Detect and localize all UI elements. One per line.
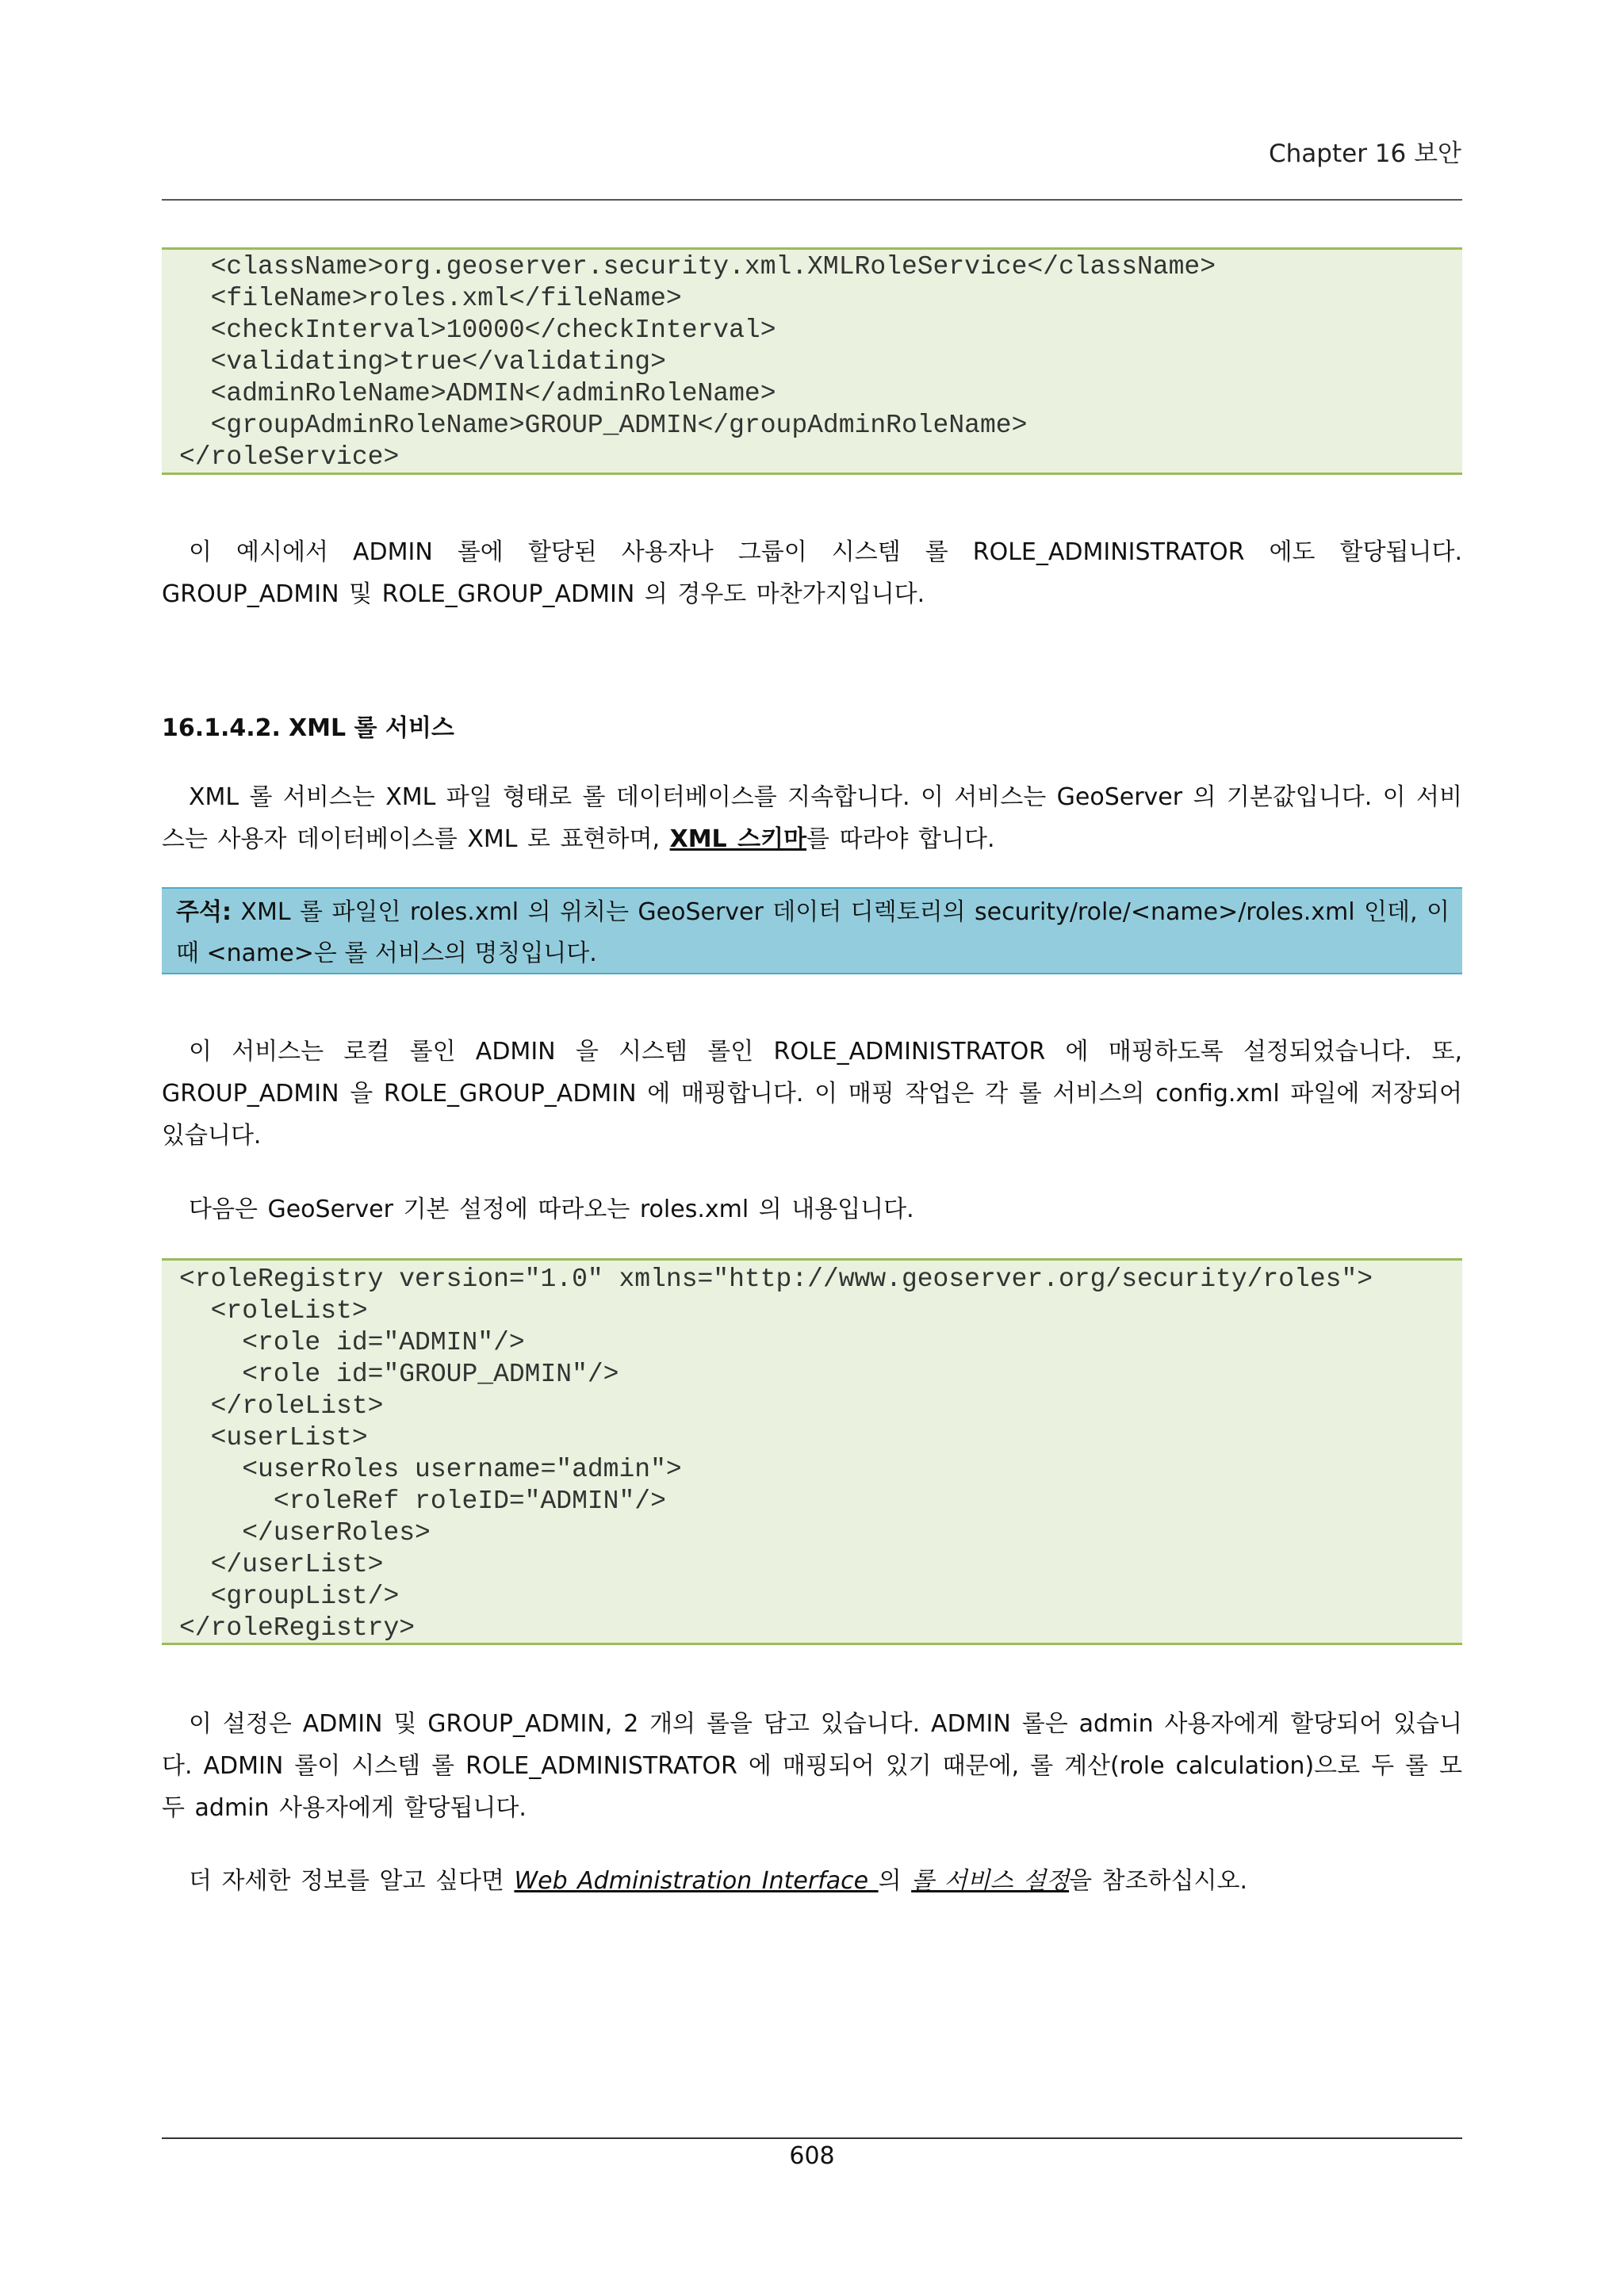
section-title: XML 롤 서비스 [289, 714, 454, 742]
paragraph-text-end: 을 참조하십시오. [1069, 1867, 1248, 1895]
note-text: XML 롤 파일인 roles.xml 의 위치는 GeoServer 데이터 디렉토리의 security/role/<name>/roles.xml 인데, 이때 <name>은 롤 서비스의 명칭입니다. [176, 898, 1450, 967]
paragraph-local-role-mapping [162, 1031, 1462, 1157]
running-header: Chapter 16 보안 [1269, 140, 1461, 168]
code-block-role-service [162, 247, 1462, 475]
paragraph-xml-role-service-intro [162, 776, 1462, 860]
note-box [162, 887, 1462, 974]
code-text: <className>org.geoserver.security.xml.XMLRoleService</className> <fileName>roles.xml</fileName> <checkInterval>10000</checkInterval> <validating>true</validating> <adminRoleName>ADMIN</adminRoleName> <groupAdminRoleName>GROUP_ADMIN</groupAdminRoleName> </roleService> [179, 252, 1216, 472]
paragraph-text-end: 를 따라야 합니다. [806, 825, 995, 853]
paragraph-more-info [162, 1860, 1462, 1902]
paragraph-text: 이 예시에서 ADMIN 롤에 할당된 사용자나 그룹이 시스템 롤 ROLE_ADMINISTRATOR 에도 할당됩니다. GROUP_ADMIN 및 ROLE_GROUP_ADMIN 의 경우도 마찬가지입니다. [162, 538, 1462, 608]
paragraph-text: 더 자세한 정보를 알고 싶다면 [189, 1867, 515, 1895]
header-rule [162, 199, 1462, 201]
section-heading [162, 708, 454, 743]
note-label: 주석: [176, 898, 232, 926]
paragraph-text: 이 서비스는 로컬 롤인 ADMIN 을 시스템 롤인 ROLE_ADMINISTRATOR 에 매핑하도록 설정되었습니다. 또, GROUP_ADMIN 을 ROLE_GROUP_ADMIN 에 매핑합니다. 이 매핑 작업은 각 롤 서비스의 config.xml 파일에 저장되어 있습니다. [162, 1038, 1462, 1150]
web-admin-interface-link[interactable]: Web Administration Interface [514, 1867, 879, 1895]
paragraph-text: 이 설정은 ADMIN 및 GROUP_ADMIN, 2 개의 롤을 담고 있습니다. ADMIN 롤은 admin 사용자에게 할당되어 있습니다. ADMIN 롤이 시스템 롤 ROLE_ADMINISTRATOR 에 매핑되어 있기 때문에, 롤 계산(role calculation)으로 두 롤 모두 admin 사용자에게 할당됩니다. [162, 1710, 1462, 1822]
paragraph-text-mid: 의 [878, 1867, 912, 1895]
code-text: <roleRegistry version="1.0" xmlns="http://www.geoserver.org/security/roles"> <roleList> <role id="ADMIN"/> <role id="GROUP_ADMIN"/> </roleList> <userList> <userRoles username="admin"> <roleRef roleID="ADMIN"/> </userRoles> </userList> <groupList/> </roleRegistry> [179, 1265, 1373, 1643]
paragraph-admin-role-mapping [162, 531, 1462, 615]
paragraph-role-calculation [162, 1703, 1462, 1829]
paragraph-default-roles-intro [162, 1188, 1462, 1230]
paragraph-text: XML 롤 서비스는 XML 파일 형태로 롤 데이터베이스를 지속합니다. 이 서비스는 GeoServer 의 기본값입니다. 이 서비스는 사용자 데이터베이스를 XML 로 표현하며, [162, 783, 1462, 853]
footer-rule [162, 2137, 1462, 2139]
code-block-roles-xml [162, 1258, 1462, 1645]
xml-schema-link[interactable]: XML 스키마 [669, 825, 807, 853]
page-number: 608 [789, 2142, 835, 2170]
role-service-config-link[interactable]: 롤 서비스 설정 [911, 1867, 1070, 1895]
paragraph-text: 다음은 GeoServer 기본 설정에 따라오는 roles.xml 의 내용입니다. [189, 1196, 914, 1223]
section-number: 16.1.4.2. [162, 714, 281, 742]
